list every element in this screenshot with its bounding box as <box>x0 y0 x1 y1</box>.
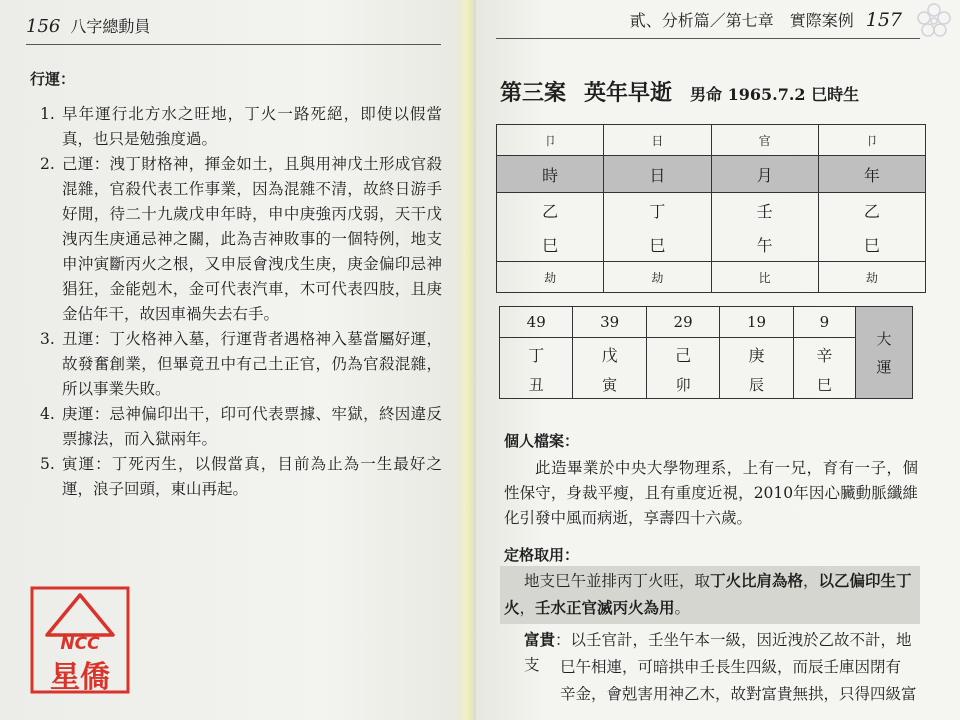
profile-heading: 個人檔案： <box>504 432 580 450</box>
table-cell: 午 <box>711 227 818 262</box>
case-title <box>500 76 859 107</box>
table-cell: 壬 <box>711 193 818 228</box>
luck-pillar-table <box>499 306 913 399</box>
table-cell: 寅 <box>573 370 646 399</box>
list-item: 1. 早年運行北方水之旺地，丁火一路死絕，即使以假當真，也只是勉強度過。 <box>40 105 442 148</box>
table-cell: 19 <box>720 307 793 338</box>
table-cell: 戊 <box>573 338 646 371</box>
table-row <box>497 193 926 228</box>
table-cell: 庚 <box>720 338 793 371</box>
left-header-rule <box>26 44 441 45</box>
table-row <box>497 125 926 156</box>
section-heading-xingyun: 行運： <box>30 70 76 88</box>
table-cell: 丑 <box>500 370 573 399</box>
right-header-rule <box>496 38 920 39</box>
table-row <box>500 307 913 338</box>
case-name: 英年早逝 <box>584 81 673 106</box>
table-cell: 月 <box>711 156 818 193</box>
table-cell: 日 <box>604 125 711 156</box>
table-row <box>500 370 913 399</box>
table-cell: 丁 <box>604 193 711 228</box>
case-birth-info: 男命 1965.7.2 巳時生 <box>690 85 860 104</box>
table-cell: 卯 <box>646 370 719 399</box>
wealth-line-2: 巳午相連，可暗拱申壬長生四級，而辰壬庫因閉有 <box>560 658 902 676</box>
luck-analysis-list <box>40 102 442 502</box>
table-row <box>497 262 926 293</box>
list-item: 4. 庚運：忌神偏印出干，印可代表票據、牢獄，終因違反票據法，而入獄兩年。 <box>40 405 442 448</box>
table-cell: 劫 <box>497 262 604 293</box>
table-cell: 日 <box>604 156 711 193</box>
table-row <box>497 227 926 262</box>
profile-paragraph: 此造畢業於中央大學物理系，上有一兄，育有一子，個性保守，身裁平瘦，且有重度近視，2010年因心臟動脈纖維化引發中風而病逝，享壽四十六歲。 <box>504 459 918 527</box>
left-page-number: 156 <box>26 16 61 37</box>
right-page-number: 157 <box>865 9 902 31</box>
left-running-head <box>26 14 150 37</box>
pattern-line-1: 地支巳午並排丙丁火旺，取丁火比肩為格，以乙偏印生丁 <box>524 572 912 590</box>
table-row <box>497 156 926 193</box>
table-cell: 辛 <box>793 338 855 371</box>
table-cell: 9 <box>793 307 855 338</box>
dayun-label: 大運 <box>856 307 913 399</box>
table-cell: 卩 <box>818 125 925 156</box>
natal-chart-table <box>496 124 926 293</box>
wealth-line-3: 辛金，會剋害用神乙木，故對富貴無拱，只得四級富 <box>560 685 917 703</box>
list-item: 3. 丑運：丁火格神入墓，行運背者遇格神入墓當屬好運，故發奮創業，但畢竟丑中有己土正官，仍為官殺混雜，所以事業失敗。 <box>40 330 442 398</box>
table-cell: 乙 <box>497 193 604 228</box>
table-cell: 丁 <box>500 338 573 371</box>
svg-text:NCC: NCC <box>60 634 100 654</box>
table-cell: 乙 <box>818 193 925 228</box>
logo-wordmark: 星僑 <box>50 660 110 695</box>
book-title: 八字總動員 <box>70 17 151 36</box>
chapter-title: 貳、分析篇／第七章 實際案例 <box>629 11 854 30</box>
table-cell: 巳 <box>604 227 711 262</box>
wealth-line-1: 富貴：以壬官計，壬坐午本一級，因近洩於乙故不計，地支 <box>524 631 912 674</box>
table-cell: 己 <box>646 338 719 371</box>
book-spine <box>458 0 476 720</box>
pattern-heading: 定格取用： <box>504 546 580 564</box>
table-cell: 49 <box>500 307 573 338</box>
table-cell: 卩 <box>497 125 604 156</box>
list-item: 5. 寅運：丁死丙生，以假當真，目前為止為一生最好之運，浪子回頭，東山再起。 <box>40 455 442 498</box>
table-cell: 年 <box>818 156 925 193</box>
table-cell: 巳 <box>818 227 925 262</box>
flower-ornament-icon <box>914 0 954 40</box>
table-row <box>500 338 913 371</box>
table-cell: 官 <box>711 125 818 156</box>
table-cell: 劫 <box>818 262 925 293</box>
table-cell: 比 <box>711 262 818 293</box>
table-cell: 辰 <box>720 370 793 399</box>
table-cell: 29 <box>646 307 719 338</box>
table-cell: 時 <box>497 156 604 193</box>
table-cell: 巳 <box>497 227 604 262</box>
list-item: 2. 己運：洩丁財格神，揮金如土，且與用神戊土形成官殺混雜，官殺代表工作事業，因為混雜不清，故終日游手好閒，待二十九歲戊申年時，申中庚強丙戊弱，天干戊洩丙生庚通忌神之關，此為吉神敗事的一個特例，地支申沖寅斷丙火之根，又申辰會洩戊生庚，庚金偏印忌神猖狂，金能剋木，金可代表汽車，木可代表四肢，且庚金佔年干，故因車禍失去右手。 <box>40 155 442 323</box>
table-cell: 39 <box>573 307 646 338</box>
case-label: 第三案 <box>500 81 567 106</box>
table-cell: 巳 <box>793 370 855 399</box>
pattern-line-2: 火，壬水正官滅丙火為用。 <box>504 599 691 617</box>
table-cell: 劫 <box>604 262 711 293</box>
right-running-head <box>630 8 902 31</box>
